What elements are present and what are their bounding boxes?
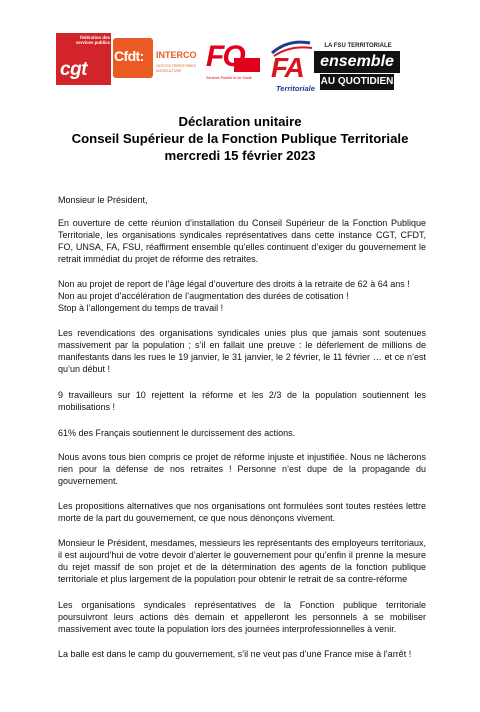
- demand-line-3: Stop à l’allongement du temps de travail !: [58, 303, 224, 313]
- cgt-logo: [56, 33, 111, 85]
- paragraph-9: Les organisations syndicales représentatives de la Fonction publique territoriale poursuivront leurs actions dès demain et appelleront les personnels à se mobiliser massivement avec toute la population lors des journées interprofessionnelles à venir.: [58, 600, 426, 634]
- paragraph-10: La balle est dans le camp du gouvernement, s’il ne veut pas d’une France mise à l’arrêt !: [58, 649, 412, 659]
- paragraph-8: Monsieur le Président, mesdames, messieurs les représentants des employeurs territoriaux, il est aujourd’hui de votre devoir d’alerter le gouvernement pour qu’enfin il prenne la mesure du rejet massif de son projet et de la détermination des agents de la fonction publique territoriale et plus largement de la population pour obtenir le retrait de sa contre-réforme: [58, 538, 426, 584]
- fa-mark: FA: [271, 52, 303, 83]
- paragraph-3: Les revendications des organisations syndicales unies plus que jamais sont soutenues massivement par la population ; s’il en fallait une preuve : le déferlement de millions de manifestants dans les rues le 19 janvier, le 31 janvier, le 2 février, le 11 février … et ce n’est qu’un début !: [58, 328, 426, 374]
- fsu-quotidien-text: AU QUOTIDIEN: [320, 74, 394, 90]
- fsu-territoriale-logo: [314, 43, 400, 97]
- heading-council: Conseil Supérieur de la Fonction Publique Territoriale: [71, 131, 409, 146]
- fo-logo: [206, 40, 261, 92]
- fo-subtitle: Services Publics et de Santé: [206, 76, 252, 80]
- heading-date: mercredi 15 février 2023: [164, 148, 316, 163]
- paragraph-1: En ouverture de cette réunion d’installation du Conseil Supérieur de la Fonction Publique Territoriale, les organisations syndicales représentatives dans cette instance CGT, CFDT, FO, UNSA, FA, FSU, réaffirment ensemble qu’elles continuent d’exiger du gouvernement le retrait immédiat du projet de réforme des retraites.: [58, 218, 426, 264]
- interco-subtitle: JUSTICE TERRITOIRES AGRICULTURE: [156, 64, 197, 73]
- paragraph-6: Nous avons tous bien compris ce projet de réforme injuste et injustifiée. Nous ne lâcherons rien pour la défense de nos retraites ! Personne n’est dupe de la propagande du gouvernement.: [58, 452, 426, 486]
- interco-name: INTERCO: [156, 50, 197, 60]
- paragraph-4: 9 travailleurs sur 10 rejettent la réforme et les 2/3 de la population soutiennent les mobilisations !: [58, 390, 426, 412]
- paragraph-5: 61% des Français soutiennent le durcissement des actions.: [58, 428, 296, 438]
- fsu-ensemble-text: ensemble: [314, 51, 400, 73]
- cgt-name: cgt: [60, 59, 87, 80]
- cgt-federation-text: fédération des services publics: [75, 35, 110, 45]
- paragraph-7: Les propositions alternatives que nos organisations ont formulées sont toutes restées lettre morte de la part du gouvernement, ce que nous dénonçons vivement.: [58, 501, 426, 523]
- cfdt-interco-logo: [113, 38, 205, 86]
- fa-subtitle: Territoriale: [276, 84, 315, 93]
- fsu-top-text: LA FSU TERRITORIALE: [324, 43, 392, 49]
- demand-line-1: Non au projet de report de l’âge légal d’ouverture des droits à la retraite de 62 à 64 ans !: [58, 279, 410, 289]
- cfdt-name: Cfdt:: [114, 48, 144, 64]
- document-heading: [0, 113, 480, 164]
- fa-territoriale-logo: [268, 37, 314, 97]
- heading-title: Déclaration unitaire: [178, 114, 302, 129]
- paragraph-2: [58, 278, 426, 314]
- demand-line-2: Non au projet d’accélération de l’augmentation des durées de cotisation !: [58, 291, 349, 301]
- union-logos: [0, 0, 480, 100]
- salutation: Monsieur le Président,: [58, 195, 148, 205]
- fo-mark: FO: [206, 40, 244, 73]
